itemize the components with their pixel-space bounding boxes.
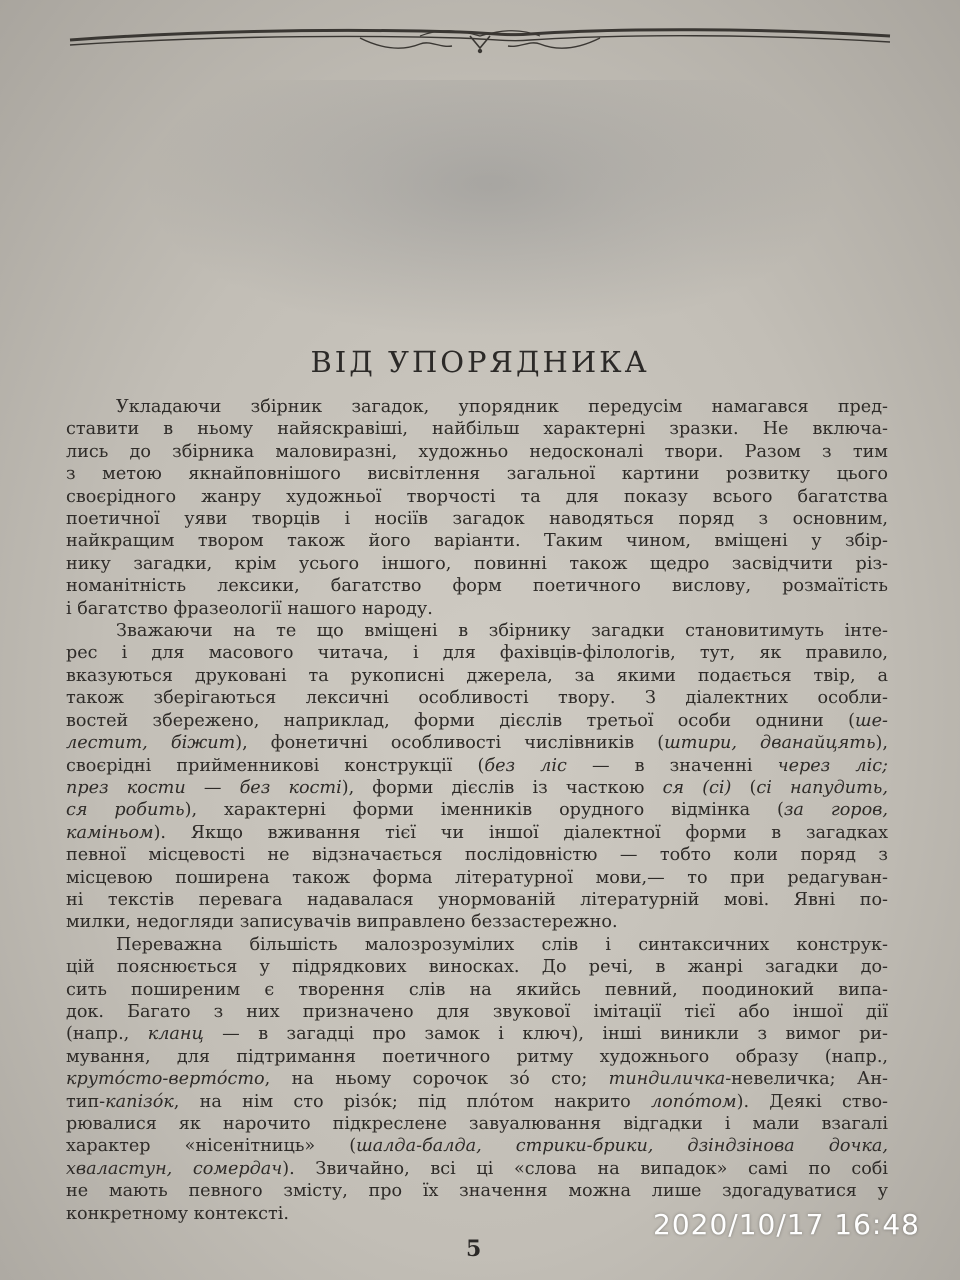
italic-segment: капізóк — [105, 1091, 174, 1112]
text-line — [66, 867, 888, 889]
text-segment: мування, для підтримання поетичного ритму художнього образу (напр., — [66, 1046, 888, 1067]
text-segment: ). Якщо вживання тієї чи іншої діалектної форми в загадках — [153, 822, 888, 843]
text-segment: певної місцевості не відзначається послідовністю — тобто коли поряд з — [66, 845, 888, 866]
text-segment: найкращим твором також його варіанти. Таким чином, вміщені у збір- — [66, 531, 888, 552]
text-segment: поетичної уяви творців і носіїв загадок наводяться поряд з основним, — [66, 509, 888, 530]
text-line — [66, 732, 888, 754]
text-line — [66, 844, 888, 866]
text-line — [66, 620, 888, 642]
text-segment: востей збережено, наприклад, форми дієслів третьої особи однини ( — [66, 710, 855, 731]
text-line — [66, 956, 888, 978]
text-line — [66, 418, 888, 440]
text-segment: — — [185, 777, 240, 798]
text-segment: вказуються друковані та рукописні джерела, за якими подається твір, а — [66, 665, 888, 686]
text-line — [66, 822, 888, 844]
text-segment: номанітність лексики, багатство форм поетичного вислову, розмаїтість — [66, 576, 888, 597]
text-line — [66, 441, 888, 463]
italic-segment: хваластун, сомердач — [66, 1158, 283, 1179]
text-segment: рес і для масового читача, і для фахівців-філологів, тут, як правило, — [66, 643, 888, 664]
text-segment: ), форми дієслів із часткою — [341, 777, 663, 798]
italic-segment: штири, дванайцять — [664, 733, 876, 754]
photo-timestamp: 2020/10/17 16:48 — [653, 1208, 920, 1241]
text-segment: — в значенні — [566, 755, 778, 776]
text-line — [66, 1158, 888, 1180]
text-line — [66, 642, 888, 664]
body-text — [66, 396, 888, 1225]
text-segment: -невеличка; Ан- — [725, 1069, 888, 1090]
text-segment: Переважна більшість малозрозумілих слів і синтаксичних конструк- — [116, 934, 888, 955]
text-line — [66, 889, 888, 911]
header-ornament — [60, 18, 900, 62]
text-segment: своєрідного жанру художньої творчості та для показу всього багатства — [66, 486, 888, 507]
text-segment: і багатство фразеології нашого народу. — [66, 598, 433, 619]
italic-segment: за горов, — [783, 800, 888, 821]
text-line — [66, 934, 888, 956]
text-line — [66, 1046, 888, 1068]
text-segment: лись до збірника маловиразні, художньо недосконалі твори. Разом з тим — [66, 441, 888, 462]
text-line — [66, 463, 888, 485]
text-line — [66, 1068, 888, 1090]
text-line — [66, 1135, 888, 1157]
text-line — [66, 396, 888, 418]
text-segment: Зважаючи на те що вміщені в збірнику загадки становитимуть інте- — [116, 621, 888, 642]
italic-segment: без ліс — [484, 755, 567, 776]
paragraph — [66, 620, 888, 934]
text-line — [66, 665, 888, 687]
text-segment: ). Деякі ство- — [736, 1091, 888, 1112]
text-segment: конкретному контексті. — [66, 1203, 289, 1224]
text-segment: ставити в ньому найяскравіші, найбільш характерні зразки. Не включа- — [66, 419, 888, 440]
italic-segment: ше- — [854, 710, 888, 731]
italic-segment: сі напудить, — [756, 777, 888, 798]
text-line — [66, 687, 888, 709]
text-line — [66, 508, 888, 530]
text-segment: ), — [875, 733, 888, 754]
text-segment: не мають певного змісту, про їх значення можна лише здогадуватися у — [66, 1181, 888, 1202]
text-segment: ). Звичайно, всі ці «слова на випадок» самі по собі — [282, 1158, 889, 1179]
paragraph — [66, 396, 888, 620]
text-segment: милки, недогляди записувачів виправлено беззастережно. — [66, 912, 618, 933]
italic-segment: каміньом — [66, 822, 154, 843]
italic-segment: крутóсто-вертóсто — [66, 1069, 265, 1090]
italic-segment: через ліс; — [777, 755, 888, 776]
page-number: 5 — [466, 1236, 482, 1262]
text-line — [66, 710, 888, 732]
text-line — [66, 530, 888, 552]
text-segment: також зберігаються лексичні особливості твору. З діалектних особли- — [66, 688, 888, 709]
text-segment: цій пояснюється у підрядкових виносках. До речі, в жанрі загадки до- — [66, 957, 888, 978]
text-line — [66, 1180, 888, 1202]
italic-segment: ся (сі) — [662, 777, 732, 798]
italic-segment: без кості — [239, 777, 342, 798]
text-segment: нику загадки, крім усього іншого, повинні також щедро засвідчити різ- — [66, 553, 888, 574]
text-segment: , на нім сто різóк; під плóтом накрито — [173, 1091, 651, 1112]
text-line — [66, 486, 888, 508]
text-segment: ні текстів перевага надавалася унормованій літературній мові. Явні по- — [66, 889, 888, 910]
text-segment: своєрідні прийменникові конструкції ( — [66, 755, 485, 776]
text-segment: з метою якнайповнішого висвітлення загальної картини розвитку цього — [66, 464, 888, 485]
text-segment: — в загадці про замок і ключ), інші виникли з вимог ри- — [203, 1024, 888, 1045]
italic-segment: кланц — [147, 1024, 204, 1045]
text-line — [66, 1091, 888, 1113]
text-segment: (напр., — [66, 1024, 148, 1045]
text-line — [66, 598, 888, 620]
text-line — [66, 911, 888, 933]
text-line — [66, 1001, 888, 1023]
text-segment: тип- — [66, 1091, 106, 1112]
text-segment: місцевою поширена також форма літературної мови,— то при редагуван- — [66, 867, 888, 888]
text-line — [66, 575, 888, 597]
section-title: ВІД УПОРЯДНИКА — [310, 345, 650, 380]
text-line — [66, 777, 888, 799]
text-segment: , на ньому сорочок зó сто; — [264, 1069, 609, 1090]
text-segment: ), характерні форми іменників орудного відмінка ( — [184, 800, 784, 821]
text-segment: рювалися як нарочито підкреслене завуалювання відгадки і мали взагалі — [66, 1114, 888, 1134]
italic-segment: лестит, біжит — [66, 733, 236, 754]
text-line — [66, 979, 888, 1001]
text-segment: ( — [731, 777, 757, 798]
text-segment: характер «нісенітниць» ( — [66, 1136, 357, 1157]
text-line — [66, 1023, 888, 1045]
text-line — [66, 755, 888, 777]
page-shadow — [140, 80, 840, 340]
text-segment: док. Багато з них призначено для звукової імітації тієї або іншої дії — [66, 1001, 888, 1022]
italic-segment: тиндиличка — [608, 1069, 726, 1090]
text-segment: Укладаючи збірник загадок, упорядник передусім намагався пред- — [116, 397, 888, 417]
text-line — [66, 799, 888, 821]
text-line — [66, 553, 888, 575]
text-segment: ), фонетичні особливості числівників ( — [235, 733, 665, 754]
text-line — [66, 1113, 888, 1135]
paragraph — [66, 934, 888, 1225]
italic-segment: през кости — [66, 777, 186, 798]
italic-segment: шалда-балда, стрики-брики, дзіндзінова дочка, — [356, 1136, 888, 1157]
italic-segment: лопóтом — [650, 1091, 737, 1112]
italic-segment: ся робить — [66, 800, 185, 821]
text-segment: сить поширеним є творення слів на якийсь певний, поодинокий випа- — [66, 979, 888, 1000]
